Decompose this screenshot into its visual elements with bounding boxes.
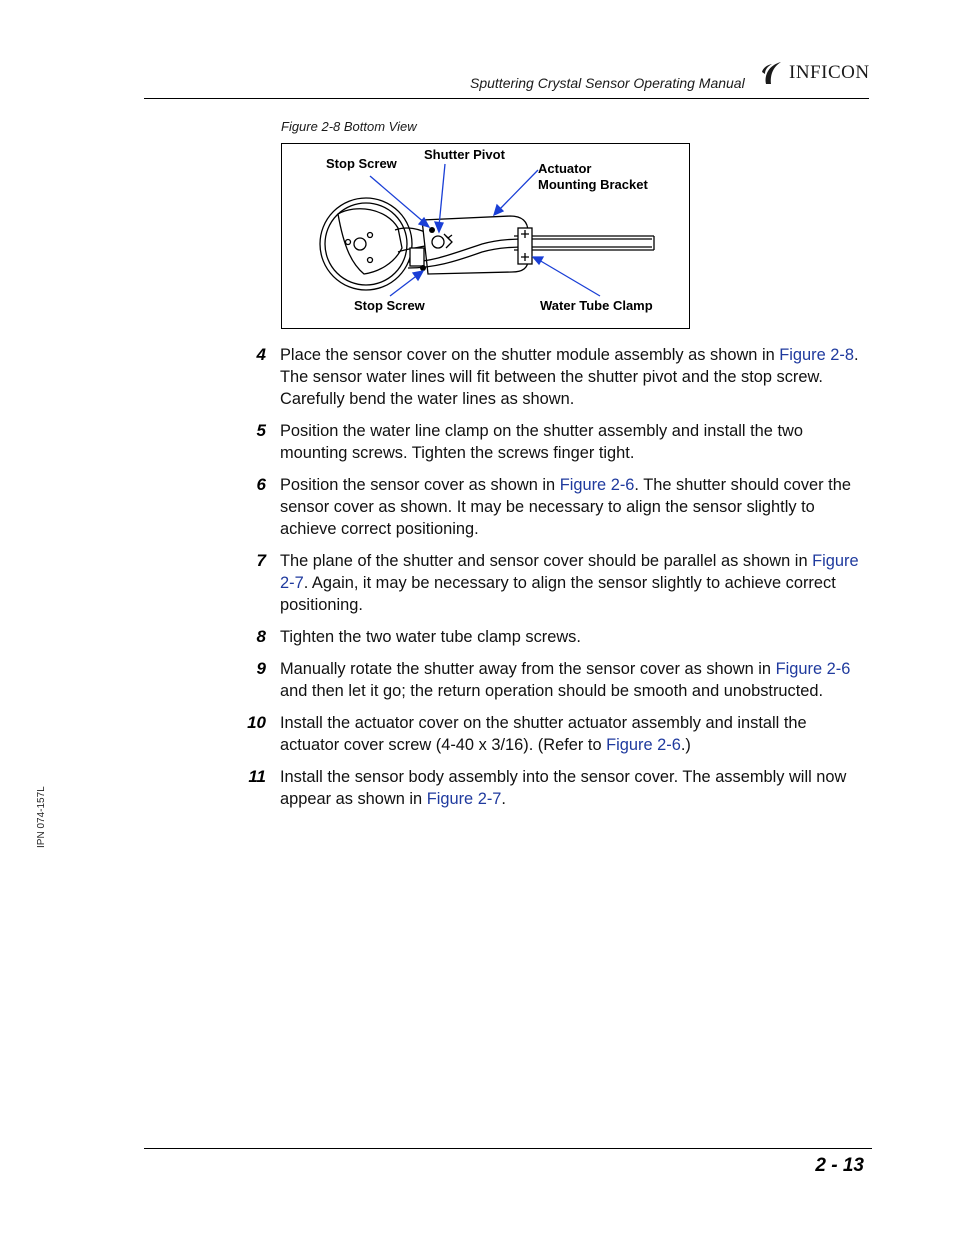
shutter-pivot bbox=[432, 236, 444, 248]
step-text-run: . bbox=[501, 790, 506, 808]
step-4 bbox=[240, 344, 870, 410]
step-number: 10 bbox=[247, 713, 266, 732]
page-number: 2 - 13 bbox=[815, 1155, 864, 1176]
stop-screw-bottom-mark bbox=[420, 265, 426, 271]
step-number: 8 bbox=[256, 627, 266, 646]
figure-bottom-view bbox=[281, 143, 690, 329]
step-7 bbox=[240, 550, 870, 616]
label-mounting-bracket: Mounting Bracket bbox=[538, 177, 648, 192]
running-header-title: Sputtering Crystal Sensor Operating Manual bbox=[470, 75, 745, 91]
step-text bbox=[280, 420, 870, 464]
tube-fitting bbox=[410, 248, 424, 266]
step-text bbox=[280, 658, 870, 702]
step-text bbox=[280, 626, 870, 648]
leader-water-tube-clamp bbox=[539, 260, 600, 296]
inficon-logo bbox=[760, 58, 870, 88]
leader-actuator-bracket bbox=[498, 170, 538, 211]
step-text-run: . The sensor water lines will fit between the shutter pivot and the stop screw. Carefully bend the water lines as shown. bbox=[280, 346, 859, 408]
step-11 bbox=[240, 766, 870, 810]
step-6 bbox=[240, 474, 870, 540]
figure-link[interactable]: Figure 2-6 bbox=[559, 476, 635, 494]
step-text-run: Install the sensor body assembly into the sensor cover. The assembly will now appear as shown in bbox=[280, 768, 847, 808]
label-shutter-pivot: Shutter Pivot bbox=[424, 147, 505, 162]
procedure-steps bbox=[240, 344, 870, 820]
step-text-run: . The shutter should cover the sensor cover as shown. It may be necessary to align the sensor slightly to achieve correct positioning. bbox=[280, 476, 851, 538]
step-text-run: Manually rotate the shutter away from the sensor cover as shown in bbox=[280, 660, 776, 678]
step-text-run: and then let it go; the return operation should be smooth and unobstructed. bbox=[280, 682, 824, 700]
step-8 bbox=[240, 626, 870, 648]
footer-rule bbox=[144, 1148, 872, 1149]
step-text bbox=[280, 474, 870, 540]
step-text-run: Install the actuator cover on the shutter actuator assembly and install the actuator cover screw (4-40 x 3/16). (Refer to bbox=[280, 714, 807, 754]
ipn-text: IPN 074-157L bbox=[36, 786, 47, 848]
step-5 bbox=[240, 420, 870, 464]
figure-link[interactable]: Figure 2-7 bbox=[280, 552, 859, 592]
step-text-run: Tighten the two water tube clamp screws. bbox=[280, 628, 581, 646]
leader-shutter-pivot bbox=[439, 164, 445, 226]
step-number: 5 bbox=[256, 421, 266, 440]
leader-stop-screw-bottom bbox=[390, 274, 419, 296]
step-number: 11 bbox=[248, 767, 266, 786]
step-text bbox=[280, 766, 870, 810]
step-number: 6 bbox=[256, 475, 266, 494]
step-number: 7 bbox=[256, 551, 266, 570]
shutter-blade bbox=[338, 209, 402, 274]
figure-link[interactable]: Figure 2-6 bbox=[775, 660, 851, 678]
step-text bbox=[280, 344, 870, 410]
step-10 bbox=[240, 712, 870, 756]
header-rule bbox=[144, 98, 869, 99]
step-number: 9 bbox=[256, 659, 266, 678]
step-text-run: . Again, it may be necessary to align the sensor slightly to achieve correct positioning. bbox=[280, 574, 836, 614]
label-stop-screw-bottom: Stop Screw bbox=[354, 298, 425, 313]
figure-caption: Figure 2-8 Bottom View bbox=[281, 119, 417, 134]
figure-link[interactable]: Figure 2-6 bbox=[606, 736, 681, 754]
logo-wordmark: INFICON bbox=[789, 62, 870, 83]
label-actuator: Actuator bbox=[538, 161, 592, 176]
label-stop-screw-top: Stop Screw bbox=[326, 156, 397, 171]
figure-link[interactable]: Figure 2-8 bbox=[779, 346, 854, 364]
label-water-tube-clamp: Water Tube Clamp bbox=[540, 298, 653, 313]
step-text-run: Position the sensor cover as shown in bbox=[280, 476, 560, 494]
step-text-run: .) bbox=[680, 736, 691, 754]
step-text bbox=[280, 550, 870, 616]
step-text-run: Place the sensor cover on the shutter module assembly as shown in bbox=[280, 346, 780, 364]
step-number: 4 bbox=[256, 345, 266, 364]
figure-link[interactable]: Figure 2-7 bbox=[426, 790, 502, 808]
step-text-run: Position the water line clamp on the shutter assembly and install the two mounting screws. Tighten the screws finger tight. bbox=[280, 422, 803, 462]
step-text bbox=[280, 712, 870, 756]
step-text-run: The plane of the shutter and sensor cover should be parallel as shown in bbox=[280, 552, 813, 570]
ipn-side-label bbox=[36, 786, 50, 908]
step-9 bbox=[240, 658, 870, 702]
inficon-swoosh-icon bbox=[760, 60, 786, 86]
